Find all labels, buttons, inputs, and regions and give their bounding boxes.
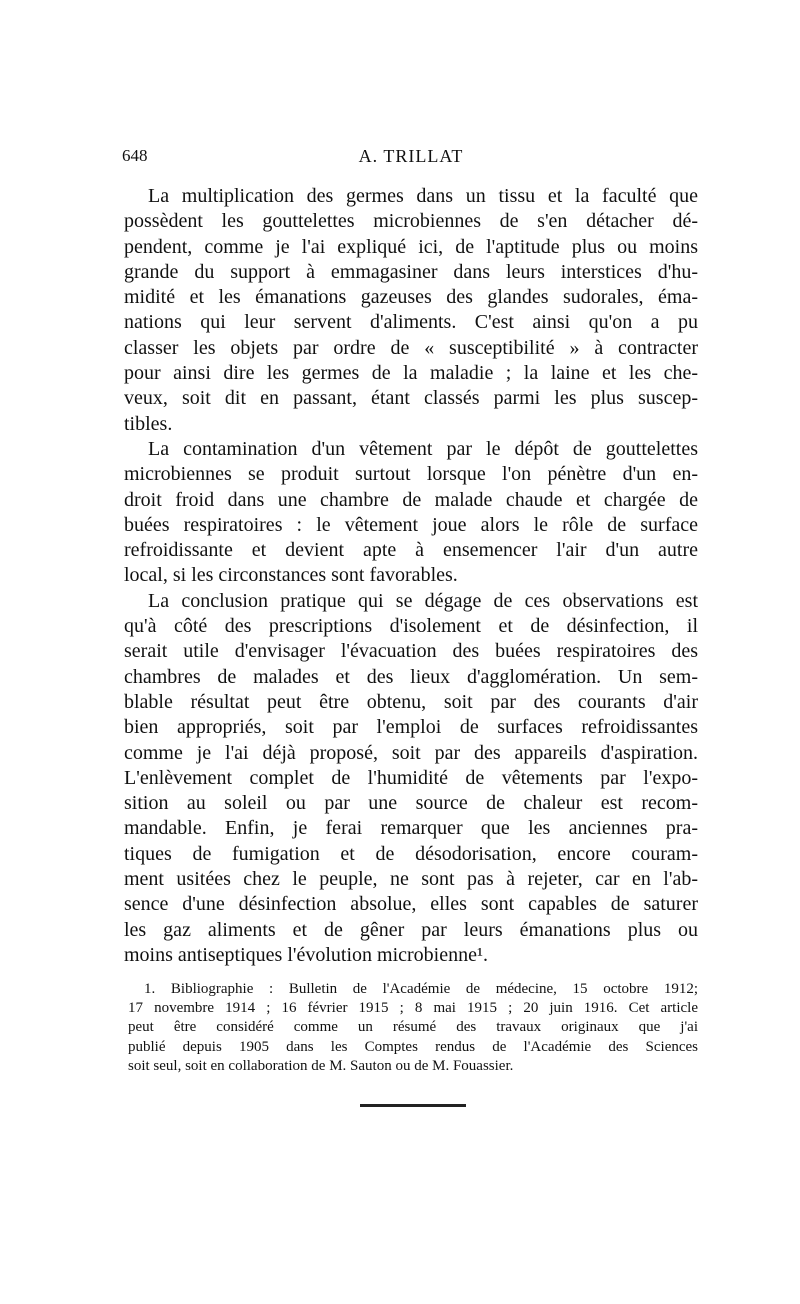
paragraph-3-line: sition au soleil ou par une source de chaleur est recom- bbox=[124, 792, 698, 815]
paragraph-3-line: les gaz aliments et de gêner par leurs émanations plus ou bbox=[124, 918, 698, 941]
paragraph-3-line: comme je l'ai déjà proposé, soit par des appareils d'aspiration. bbox=[124, 741, 698, 764]
paragraph-3-line: chambres de malades et des lieux d'agglomération. Un sem- bbox=[124, 665, 698, 688]
footnote-line: publié depuis 1905 dans les Comptes rendus de l'Académie des Sciences bbox=[128, 1038, 698, 1055]
end-rule bbox=[360, 1104, 466, 1107]
running-head: A. TRILLAT bbox=[358, 146, 464, 166]
footnote-line: peut être considéré comme un résumé des travaux originaux que j'ai bbox=[128, 1019, 698, 1036]
paragraph-3-line: tiques de fumigation et de désodorisation, encore couram- bbox=[124, 842, 698, 865]
paragraph-3-line: sence d'une désinfection absolue, elles sont capables de saturer bbox=[124, 893, 698, 916]
paragraph-3-line: blable résultat peut être obtenu, soit par des courants d'air bbox=[124, 690, 698, 713]
paragraph-2-line: local, si les circonstances sont favorables. bbox=[124, 564, 458, 587]
paragraph-3-line: ment usitées chez le peuple, ne sont pas à rejeter, car en l'ab- bbox=[124, 868, 698, 891]
paragraph-1-line: pendent, comme je l'ai expliqué ici, de l'aptitude plus ou moins bbox=[124, 235, 698, 258]
paragraph-2-line: droit froid dans une chambre de malade chaude et chargée de bbox=[124, 488, 698, 511]
paragraph-1-line: tibles. bbox=[124, 412, 173, 435]
paragraph-3-line: bien appropriés, soit par l'emploi de surfaces refroidissantes bbox=[124, 716, 698, 739]
footnote-line: 17 novembre 1914 ; 16 février 1915 ; 8 mai 1915 ; 20 juin 1916. Cet article bbox=[128, 1000, 698, 1017]
page-number: 648 bbox=[122, 146, 148, 165]
paragraph-2-line: microbiennes se produit surtout lorsque l'on pénètre d'un en- bbox=[124, 463, 698, 486]
paragraph-3-line: mandable. Enfin, je ferai remarquer que les anciennes pra- bbox=[124, 817, 698, 840]
paragraph-3-line: moins antiseptiques l'évolution microbienne¹. bbox=[124, 943, 488, 966]
paragraph-3-line: qu'à côté des prescriptions d'isolement et de désinfection, il bbox=[124, 615, 698, 638]
paragraph-1-line: veux, soit dit en passant, étant classés parmi les plus suscep- bbox=[124, 387, 698, 410]
paragraph-1-line: midité et les émanations gazeuses des glandes sudorales, éma- bbox=[124, 286, 698, 309]
footnote-line: soit seul, soit en collaboration de M. Sauton ou de M. Fouassier. bbox=[128, 1057, 514, 1074]
paragraph-2-line: refroidissante et devient apte à ensemencer l'air d'un autre bbox=[124, 539, 698, 562]
paragraph-3-line: La conclusion pratique qui se dégage de ces observations est bbox=[148, 589, 698, 612]
paragraph-3-line: L'enlèvement complet de l'humidité de vêtements par l'expo- bbox=[124, 766, 698, 789]
page-header bbox=[122, 146, 700, 170]
paragraph-1-line: classer les objets par ordre de « susceptibilité » à contracter bbox=[124, 336, 698, 359]
paragraph-3-line: serait utile d'envisager l'évacuation des buées respiratoires des bbox=[124, 640, 698, 663]
paragraph-1-line: pour ainsi dire les germes de la maladie ; la laine et les che- bbox=[124, 362, 698, 385]
paragraph-1-line: nations qui leur servent d'aliments. C'est ainsi qu'on a pu bbox=[124, 311, 698, 334]
body-text bbox=[124, 184, 698, 968]
footnote bbox=[128, 980, 698, 1076]
footnote-line: 1. Bibliographie : Bulletin de l'Académie de médecine, 15 octobre 1912; bbox=[144, 981, 698, 997]
paragraph-1-line: possèdent les gouttelettes microbiennes de s'en détacher dé- bbox=[124, 210, 698, 233]
paragraph-1-line: grande du support à emmagasiner dans leurs interstices d'hu- bbox=[124, 260, 698, 283]
paragraph-2-line: buées respiratoires : le vêtement joue alors le rôle de surface bbox=[124, 513, 698, 536]
paragraph-2-line: La contamination d'un vêtement par le dépôt de gouttelettes bbox=[148, 437, 698, 460]
paragraph-1-line: La multiplication des germes dans un tissu et la faculté que bbox=[148, 185, 698, 207]
